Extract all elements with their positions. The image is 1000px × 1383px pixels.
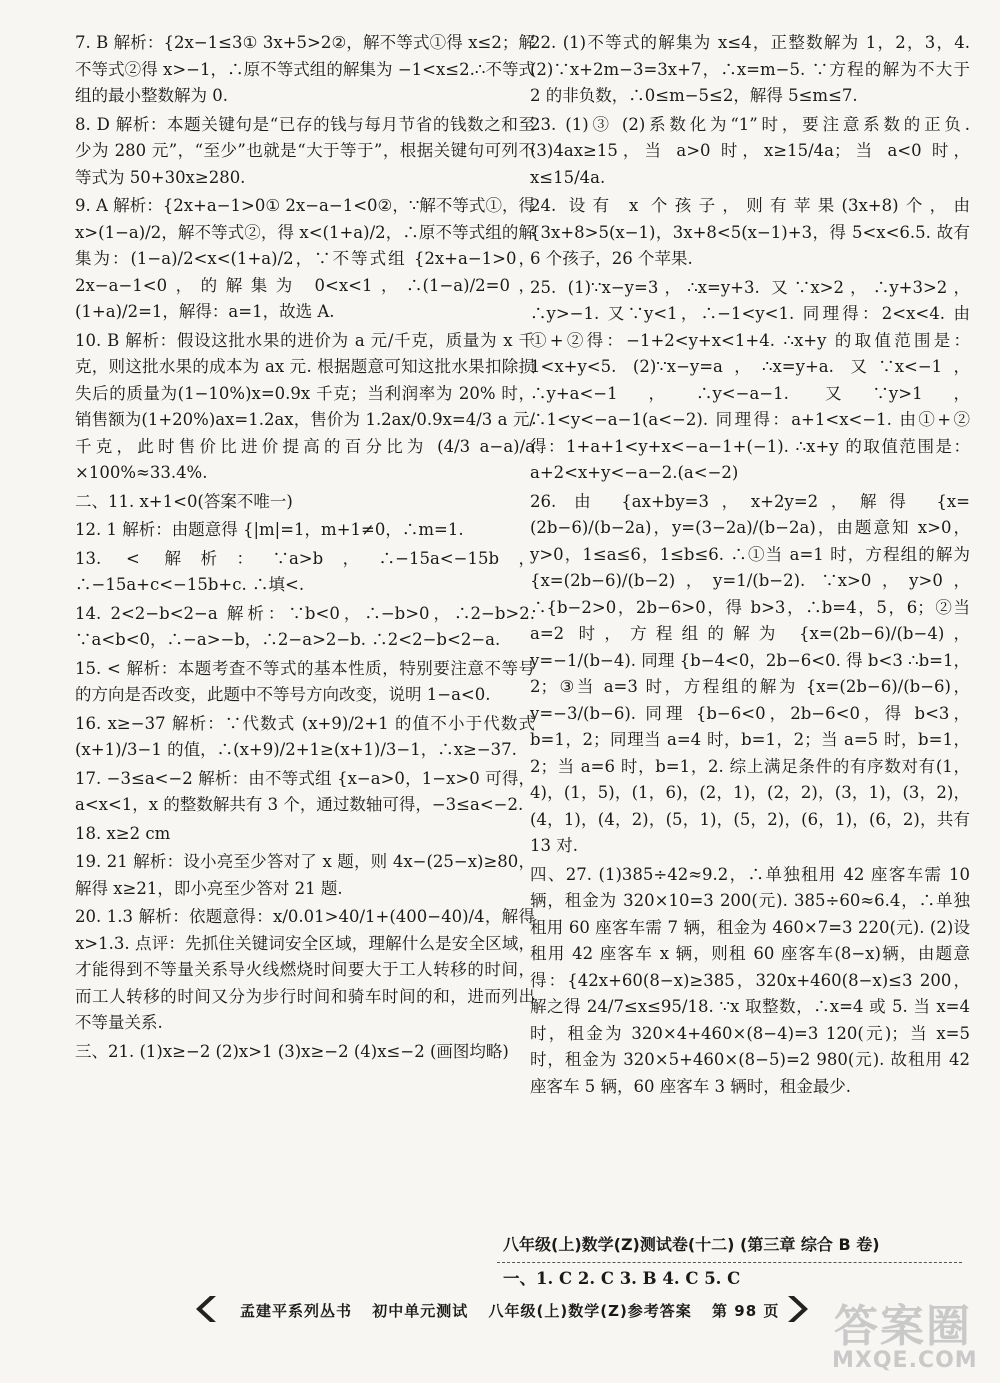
- chevron-left-icon: [190, 1294, 224, 1324]
- answer-text: 24. 设有 x 个孩子，则有苹果(3x+8)个，由 {3x+8>5(x−1)，3x+8<5(x−1)+3，得 5<x<6.5. 故有 6 个孩子，26 个苹果.: [530, 196, 970, 268]
- answer-text: 9. A 解析：{2x+a−1>0① 2x−a−1<0②，∵解不等式①，得 x>(1−a)/2，解不等式②，得 x<(1+a)/2，∴原不等式组的解集为：(1−a)/2<x<(1+a)/2，∵不等式组 {2x+a−1>0，2x−a−1<0，的解集为 0<x<1，∴(1−a)/2=0，(1+a)/2=1，解得：a=1，故选 A.: [75, 196, 535, 321]
- answer-item-q20: [75, 904, 535, 1037]
- answer-text: 23. (1)③ (2)系数化为“1”时，要注意系数的正负. (3)4ax≥15，当 a>0 时，x≥15/4a；当 a<0 时，x≤15/4a.: [530, 114, 970, 187]
- answer-text: 13. < 解析：∵a>b，∴−15a<−15b，∴−15a+c<−15b+c. ∴填<.: [75, 548, 535, 594]
- section-answers: 一、1. C 2. C 3. B 4. C 5. C: [503, 1269, 741, 1288]
- answer-item-q13: [75, 546, 535, 599]
- answer-item-q18: [75, 821, 535, 848]
- answer-text: 19. 21 解析：设小亮至少答对了 x 题，则 4x−(25−x)≥80，解得 x≥21，即小亮至少答对 21 题.: [75, 852, 535, 898]
- answer-item-q8: [75, 112, 535, 192]
- answer-item-q16: [75, 711, 535, 764]
- answer-text: 15. < 解析：本题考查不等式的基本性质，特别要注意不等号的方向是否改变，此题中不等号方向改变，说明 1−a<0.: [75, 658, 535, 704]
- watermark-url: MXQE.COM: [832, 1348, 978, 1373]
- watermark-text: 答案圈: [834, 1301, 972, 1352]
- answer-text: 26. 由 {ax+by=3，x+2y=2，解得 {x=(2b−6)/(b−2a)，y=(3−2a)/(b−2a)，由题意知 x>0，y>0，1≤a≤6，1≤b≤6. ∴①当 a=1 时，方程组的解为 {x=(2b−6)/(b−2)，y=1/(b−2). ∵x>0，y>0，∴{b−2>0，2b−6>0，得 b>3，∴b=4，5，6；②当 a=2 时，方程组的解为 {x=(2b−6)/(b−4)，y=−1/(b−4). 同理 {b−4<0，2b−6<0. 得 b<3 ∴b=1，2；③当 a=3 时，方程组的解为 {x=(2b−6)/(b−6)，y=−3/(b−6). 同理 {b−6<0，2b−6<0，得 b<3，b=1，2；同理当 a=4 时，b=1，2；当 a=5 时，b=1，2；当 a=6 时，b=1，2. 综上满足条件的有序数对有(1，4)，(1，5)，(1，6)，(2，1)，(2，2)，(3，1)，(3，2)，(4，1)，(4，2)，(5，1)，(5，2)，(6，1)，(6，2)，共有 13 对.: [530, 491, 970, 855]
- answer-item-q21: [75, 1039, 535, 1066]
- answer-item-q19: [75, 849, 535, 902]
- answer-text: 二、11. x+1<0(答案不唯一): [75, 491, 293, 511]
- answer-item-q27: [530, 862, 970, 1101]
- answer-item-q14: [75, 601, 535, 654]
- footer-page: 第 98 页: [712, 1302, 780, 1320]
- answer-item-q7: [75, 30, 535, 110]
- left-column: [75, 30, 535, 1067]
- answer-text: 12. 1 解析：由题意得 {|m|=1，m+1≠0，∴m=1.: [75, 520, 464, 539]
- answer-text: 22. (1)不等式的解集为 x≤4，正整数解为 1，2，3，4. (2)∵x+2m−3=3x+7，∴x=m−5. ∵方程的解为不大于 2 的非负数，∴0≤m−5≤2，解得 5≤m≤7.: [530, 33, 970, 105]
- answer-item-q10: [75, 328, 535, 487]
- answer-item-q9: [75, 193, 535, 326]
- answer-item-q17: [75, 766, 535, 819]
- answer-item-q26: [530, 489, 970, 860]
- answer-item-q11: [75, 489, 535, 516]
- answer-text: 14. 2<2−b<2−a 解析：∵b<0，∴−b>0，∴2−b>2. ∵a<b<0，∴−a>−b，∴2−a>2−b. ∴2<2−b<2−a.: [75, 603, 535, 649]
- answer-text: 四、27. (1)385÷42≈9.2，∴单独租用 42 座客车需 10 辆，租金为 320×10=3 200(元). 385÷60≈6.4，∴单独租用 60 座客车需 7 辆，租金为 460×7=3 220(元). (2)设租用 42 座客车 x 辆，则租 60 座客车(8−x)辆，由题意得：{42x+60(8−x)≥385，320x+460(8−x)≤3 200，解之得 24/7≤x≤95/18. ∵x 取整数，∴x=4 或 5. 当 x=4 时，租金为 320×4+460×(8−4)=3 120(元)；当 x=5 时，租金为 320×5+460×(8−5)=2 980(元). 故租用 42 座客车 5 辆，60 座客车 3 辆时，租金最少.: [530, 864, 970, 1096]
- answer-item-q24: [530, 193, 970, 273]
- next-section: [503, 1232, 973, 1255]
- answer-text: 20. 1.3 解析：依题意得：x/0.01>40/1+(400−40)/4，解得 x>1.3. 点评：先抓住关键词安全区域，理解什么是安全区域，才能得到不等量关系导火线燃烧时间要大于工人转移的时间，而工人转移的时间又分为步行时间和骑车时间的和，进而列出不等量关系.: [75, 907, 535, 1032]
- answer-text: 7. B 解析：{2x−1≤3① 3x+5>2②，解不等式①得 x≤2；解不等式②得 x>−1，∴原不等式组的解集为 −1<x≤2.∴不等式组的最小整数解为 0.: [75, 33, 535, 105]
- answer-text: 三、21. (1)x≥−2 (2)x>1 (3)x≥−2 (4)x≤−2 (画图均略): [75, 1041, 509, 1061]
- answer-item-q12: [75, 517, 535, 544]
- answer-text: 18. x≥2 cm: [75, 823, 171, 843]
- answer-text: 16. x≥−37 解析：∵代数式 (x+9)/2+1 的值不小于代数式 (x+1)/3−1 的值，∴(x+9)/2+1≥(x+1)/3−1，∴x≥−37.: [75, 713, 535, 759]
- chevron-right-icon: [780, 1294, 814, 1324]
- answer-text: 8. D 解析：本题关键句是“已存的钱与每月节省的钱数之和至少为 280 元”，“至少”也就是“大于等于”，根据关键句可列不等式为 50+30x≥280.: [75, 114, 535, 187]
- footer-subject: 八年级(上)数学(Z)参考答案: [488, 1302, 692, 1320]
- footer-series: 孟建平系列丛书: [240, 1302, 353, 1320]
- watermark: [830, 1290, 990, 1376]
- answer-text: 10. B 解析：假设这批水果的进价为 a 元/千克，质量为 x 千克，则这批水果的成本为 ax 元. 根据题意可知这批水果扣除损失后的质量为(1−10%)x=0.9x 千克；当利润率为 20% 时，销售额为(1+20%)ax=1.2ax，售价为 1.2ax/0.9x=4/3 a 元/千克，此时售价比进价提高的百分比为 (4/3 a−a)/a ×100%≈33.4%.: [75, 330, 535, 482]
- divider: [497, 1262, 962, 1263]
- answer-item-q15: [75, 656, 535, 709]
- answer-text: 25. (1)∵x−y=3，∴x=y+3. 又∵x>2，∴y+3>2，∴y>−1. 又∵y<1，∴−1<y<1. 同理得：2<x<4. 由①+②得：−1+2<y+x<1+4. ∴x+y 的取值范围是：1<x+y<5. (2)∵x−y=a，∴x=y+a. 又∵x<−1，∴y+a<−1，∴y<−a−1. 又∵y>1，∴1<y<−a−1(a<−2). 同理得：a+1<x<−1. 由①+②得：1+a+1<y+x<−a−1+(−1). ∴x+y 的取值范围是：a+2<x+y<−a−2.(a<−2): [530, 277, 970, 482]
- right-column: [530, 30, 970, 1102]
- answer-text: 17. −3≤a<−2 解析：由不等式组 {x−a>0，1−x>0 可得，a<x<1，x 的整数解共有 3 个，通过数轴可得，−3≤a<−2.: [75, 768, 535, 814]
- answer-item-q22: [530, 30, 970, 110]
- answer-item-q23: [530, 112, 970, 192]
- footer-book: 初中单元测试: [372, 1302, 469, 1320]
- section-title: 八年级(上)数学(Z)测试卷(十二) (第三章 综合 B 卷): [503, 1235, 880, 1254]
- answer-item-q25: [530, 275, 970, 487]
